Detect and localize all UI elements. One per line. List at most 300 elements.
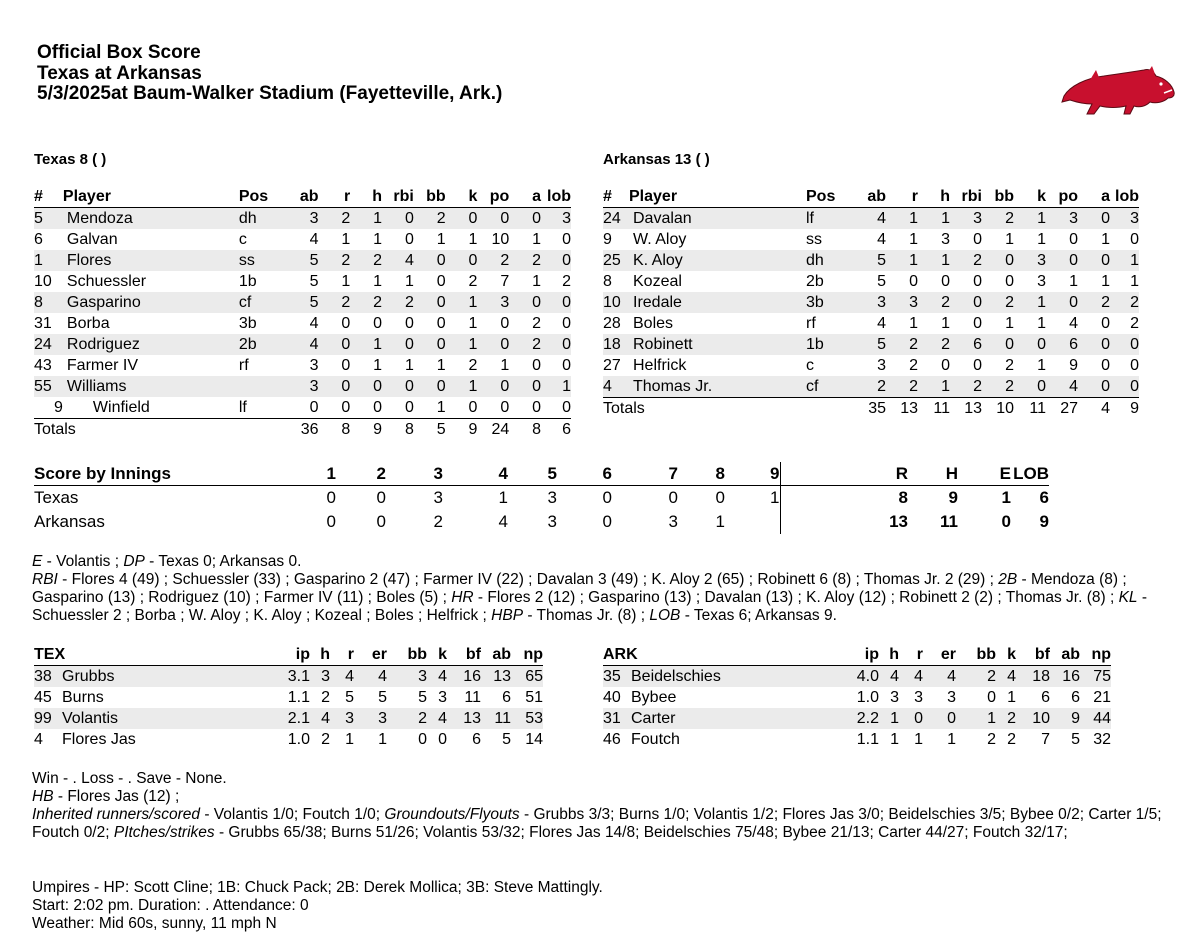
batting-cell-k: 0 xyxy=(1014,376,1046,398)
totals-cell-bb: 10 xyxy=(982,398,1014,420)
batting-cell-lob: 1 xyxy=(1110,250,1139,271)
column-header-bf: bf xyxy=(447,645,481,666)
line-score-team: Texas xyxy=(34,488,79,507)
batting-cell-num: 9 xyxy=(603,231,612,248)
batting-cell-pos: cf xyxy=(239,292,279,313)
total-header-r: R xyxy=(854,462,908,486)
batting-cell-pos: lf xyxy=(239,397,279,419)
batting-cell-num: 27 xyxy=(603,357,621,374)
total-h: 11 xyxy=(940,512,958,531)
batting-cell-num: 18 xyxy=(603,334,629,355)
pitching-cell-r: 4 xyxy=(330,666,354,688)
batting-cell-name: Winfield xyxy=(63,397,239,419)
batting-cell-po: 10 xyxy=(491,231,510,248)
total-r: 8 xyxy=(898,488,908,507)
batting-cell-r: 1 xyxy=(909,231,918,248)
pitching-cell-ip: 4.0 xyxy=(813,666,879,688)
column-header-h: h xyxy=(879,645,899,666)
batting-cell-po: 6 xyxy=(1046,334,1078,355)
batting-cell-name: Farmer IV xyxy=(66,357,139,374)
batting-cell-name: Robinett xyxy=(629,334,806,355)
pitching-cell-h: 2 xyxy=(321,689,330,706)
total-lob: 9 xyxy=(1039,512,1049,531)
batting-cell-lob: 1 xyxy=(541,376,571,397)
pitching-cell-np: 14 xyxy=(525,731,543,748)
pitching-cell-r: 1 xyxy=(914,731,923,748)
column-header-h: h xyxy=(918,187,950,208)
batting-cell-po: 0 xyxy=(1046,250,1078,271)
pitcher-number: 46 xyxy=(603,731,621,748)
inning-runs: 1 xyxy=(498,488,508,507)
batting-cell-ab: 5 xyxy=(846,334,886,355)
batting-cell-num: 1 xyxy=(34,250,63,271)
batting-cell-a: 0 xyxy=(1078,376,1110,398)
column-header-r: r xyxy=(886,187,918,208)
table-row xyxy=(34,313,571,334)
pitching-cell-k: 2 xyxy=(996,708,1016,729)
table-row xyxy=(603,376,1139,398)
batting-cell-k: 1 xyxy=(1014,208,1046,230)
line-score-divider xyxy=(780,462,854,486)
batting-cell-pos: 1b xyxy=(806,334,846,355)
batting-cell-po: 4 xyxy=(1069,315,1078,332)
batting-cell-k: 0 xyxy=(446,397,478,419)
batting-cell-k: 1 xyxy=(468,231,478,248)
batting-cell-pos: rf xyxy=(238,357,249,374)
batting-cell-a: 0 xyxy=(509,397,541,419)
batting-cell-bb: 0 xyxy=(1005,273,1014,290)
batting-cell-po: 3 xyxy=(477,292,509,313)
table-row xyxy=(34,271,571,292)
batting-cell-lob: 0 xyxy=(1130,357,1139,374)
batting-cell-k: 2 xyxy=(468,357,478,374)
batting-cell-pos: lf xyxy=(806,208,846,230)
column-header-bb: bb xyxy=(956,645,996,666)
table-row xyxy=(603,292,1139,313)
pitching-cell-ab: 6 xyxy=(1071,689,1080,706)
pitching-team-label: TEX xyxy=(34,645,244,666)
pitching-cell-np: 75 xyxy=(1080,666,1111,688)
totals-cell-lob: 6 xyxy=(541,419,571,441)
inning-runs: 2 xyxy=(433,512,443,531)
batting-cell-k: 1 xyxy=(446,334,478,355)
pitching-cell-h: 4 xyxy=(310,708,330,729)
pitching-cell-h: 1 xyxy=(879,708,899,729)
pitching-cell-ab: 9 xyxy=(1050,708,1080,729)
pitching-cell-np: 53 xyxy=(511,708,543,729)
pitching-detail-note: Inherited runners/scored - Volantis 1/0; Foutch 1/0; Groundouts/Flyouts - Grubbs 3/3; Burns 1/0; Volantis 1/2; Flores Jas 3/0; Beidelschies 3/5; Bybee 0/2; Carter 1/5; Foutch 0/2; PItches/strikes - Grubbs 65/38; Burns 51/26; Volantis 53/32; Flores Jas 14/8; Beidelschies 75/48; Bybee 21/13; Carter 44/27; Foutch 32/17; xyxy=(32,806,1162,841)
batting-cell-ab: 4 xyxy=(846,208,886,230)
batting-cell-r: 2 xyxy=(319,292,351,313)
totals-label: Totals xyxy=(34,419,279,441)
table-row xyxy=(34,687,543,708)
totals-cell-rbi: 13 xyxy=(950,398,982,420)
batting-cell-num: 25 xyxy=(603,250,629,271)
batting-cell-bb: 1 xyxy=(414,397,446,419)
batting-cell-lob: 0 xyxy=(541,397,571,419)
pitcher-number: 38 xyxy=(34,666,62,688)
batting-cell-lob: 0 xyxy=(1130,231,1139,248)
inning-runs: 0 xyxy=(376,512,386,531)
pitcher-name: Beidelschies xyxy=(631,666,813,688)
pitching-cell-bb: 2 xyxy=(956,666,996,688)
batting-cell-rbi: 0 xyxy=(973,315,982,332)
batting-cell-a: 0 xyxy=(509,292,541,313)
e-label: E xyxy=(32,553,43,570)
pitching-cell-bb: 0 xyxy=(987,689,996,706)
table-row xyxy=(603,208,1139,230)
batting-cell-k: 1 xyxy=(446,292,478,313)
batting-cell-po: 3 xyxy=(1046,208,1078,230)
batting-cell-lob: 1 xyxy=(1130,273,1139,290)
pitching-cell-er: 4 xyxy=(923,666,956,688)
pitcher-name: Bybee xyxy=(631,689,677,706)
inning-runs: 0 xyxy=(376,488,386,507)
batting-cell-name: Williams xyxy=(63,376,239,397)
batting-cell-lob: 0 xyxy=(562,315,571,332)
batting-cell-po: 0 xyxy=(477,334,509,355)
batting-cell-num: 4 xyxy=(603,376,629,398)
column-header-ip: ip xyxy=(244,645,310,666)
pitching-cell-bf: 13 xyxy=(447,708,481,729)
batting-cell-name: Galvan xyxy=(66,231,118,248)
batting-cell-r: 2 xyxy=(886,376,918,398)
pitching-cell-h: 1 xyxy=(890,731,899,748)
inning-runs: 1 xyxy=(715,512,725,531)
totals-cell-k: 9 xyxy=(446,419,478,441)
column-header-a: a xyxy=(1078,187,1110,208)
batting-cell-po: 0 xyxy=(477,397,509,419)
batting-cell-pos: 3b xyxy=(238,315,257,332)
batting-cell-r: 1 xyxy=(886,208,918,230)
column-header-rbi: rbi xyxy=(382,187,414,208)
total-lob: 6 xyxy=(1039,488,1049,507)
batting-cell-r: 0 xyxy=(341,315,351,332)
batting-cell-bb: 2 xyxy=(982,292,1014,313)
batting-cell-h: 1 xyxy=(373,357,382,374)
score-by-innings-table xyxy=(34,462,1049,534)
batting-cell-num: 10 xyxy=(34,273,52,290)
batting-cell-pos: ss xyxy=(806,231,822,248)
batting-cell-bb: 0 xyxy=(414,334,446,355)
pitching-cell-k: 4 xyxy=(427,708,447,729)
batting-cell-lob: 2 xyxy=(1130,315,1139,332)
batting-cell-rbi: 0 xyxy=(382,397,414,419)
batting-cell-po: 4 xyxy=(1046,376,1078,398)
pitching-cell-ab: 13 xyxy=(481,666,511,688)
pitching-cell-ip: 2.1 xyxy=(244,708,310,729)
pitching-cell-np: 44 xyxy=(1080,708,1111,729)
inning-header: 3 xyxy=(386,462,443,486)
batting-cell-h: 1 xyxy=(918,376,950,398)
batting-cell-pos: c xyxy=(238,231,247,248)
inning-header: 2 xyxy=(336,462,386,486)
column-header-ip: ip xyxy=(813,645,879,666)
batting-cell-pos: c xyxy=(806,357,814,374)
batting-cell-h: 0 xyxy=(941,357,950,374)
pitching-cell-er: 3 xyxy=(354,708,387,729)
batting-cell-lob: 0 xyxy=(541,250,571,271)
batting-cell-a: 2 xyxy=(509,250,541,271)
batting-cell-pos: 3b xyxy=(806,292,846,313)
batting-cell-ab: 4 xyxy=(309,231,319,248)
batting-cell-bb: 2 xyxy=(1005,357,1014,374)
batting-cell-name: Thomas Jr. xyxy=(629,376,806,398)
batting-cell-rbi: 3 xyxy=(950,208,982,230)
inning-runs: 0 xyxy=(602,488,612,507)
batting-cell-ab: 5 xyxy=(279,292,319,313)
column-header-r: r xyxy=(899,645,923,666)
pitching-cell-ip: 1.0 xyxy=(287,731,310,748)
batting-header-row xyxy=(34,187,571,208)
batting-cell-num: 24 xyxy=(34,334,63,355)
totals-cell-lob: 9 xyxy=(1110,398,1139,420)
batting-cell-h: 0 xyxy=(373,315,382,332)
pitching-cell-bb: 5 xyxy=(418,689,427,706)
batting-cell-ab: 3 xyxy=(279,208,319,230)
inning-runs: 0 xyxy=(602,512,612,531)
column-header-bb: bb xyxy=(414,187,446,208)
pitcher-number: 45 xyxy=(34,689,52,706)
batting-cell-rbi: 2 xyxy=(950,376,982,398)
pitching-cell-h: 2 xyxy=(321,731,330,748)
pitcher-name: Flores Jas xyxy=(62,731,136,748)
batting-cell-name: Mendoza xyxy=(63,208,239,230)
batting-cell-lob: 2 xyxy=(562,273,571,290)
home-batting-table xyxy=(603,187,1139,419)
batting-cell-k: 0 xyxy=(446,250,478,271)
batting-cell-bb: 1 xyxy=(436,357,446,374)
batting-cell-pos: 2b xyxy=(239,334,279,355)
pitcher-number: 31 xyxy=(603,708,631,729)
batting-cell-rbi: 2 xyxy=(382,292,414,313)
batting-cell-ab: 4 xyxy=(279,334,319,355)
date-venue: 5/3/2025at Baum-Walker Stadium (Fayetteville, Ark.) xyxy=(37,83,503,104)
totals-cell-h: 11 xyxy=(918,398,950,420)
batting-cell-a: 2 xyxy=(1078,292,1110,313)
batting-cell-lob: 3 xyxy=(1110,208,1139,230)
inning-header: 5 xyxy=(508,462,557,486)
pitching-header-row xyxy=(603,645,1111,666)
batting-cell-k: 0 xyxy=(1014,334,1046,355)
totals-cell-r: 13 xyxy=(886,398,918,420)
pitching-cell-r: 3 xyxy=(914,689,923,706)
batting-cell-a: 2 xyxy=(532,315,541,332)
batting-cell-pos: ss xyxy=(239,250,279,271)
pitching-cell-k: 4 xyxy=(427,666,447,688)
table-row xyxy=(34,666,543,688)
batting-cell-r: 1 xyxy=(341,273,351,290)
batting-cell-name: Flores xyxy=(63,250,239,271)
batting-cell-h: 0 xyxy=(350,376,382,397)
inning-runs xyxy=(725,510,780,534)
column-header-ab: ab xyxy=(279,187,319,208)
away-team-title: Texas 8 ( ) xyxy=(34,151,107,168)
pitching-cell-k: 2 xyxy=(1007,731,1016,748)
totals-cell-rbi: 8 xyxy=(382,419,414,441)
inning-runs: 0 xyxy=(668,488,678,507)
batting-cell-num: 9 xyxy=(34,397,63,419)
column-header-bb: bb xyxy=(982,187,1014,208)
table-row xyxy=(34,334,571,355)
batting-cell-rbi: 0 xyxy=(382,334,414,355)
pitching-cell-bf: 6 xyxy=(472,731,481,748)
column-header-np: np xyxy=(1080,645,1111,666)
batting-cell-a: 0 xyxy=(1078,208,1110,230)
batting-cell-h: 1 xyxy=(350,334,382,355)
pitcher-name: Foutch xyxy=(631,731,680,748)
batting-cell-h: 1 xyxy=(373,273,382,290)
batting-cell-r: 2 xyxy=(319,250,351,271)
pitching-cell-ab: 11 xyxy=(481,708,511,729)
batting-cell-r: 2 xyxy=(886,334,918,355)
column-header-rbi: rbi xyxy=(950,187,982,208)
pitching-cell-np: 65 xyxy=(511,666,543,688)
batting-cell-r: 1 xyxy=(886,250,918,271)
batting-cell-rbi: 2 xyxy=(950,250,982,271)
table-row xyxy=(34,292,571,313)
batting-cell-po: 2 xyxy=(477,250,509,271)
totals-cell-bb: 5 xyxy=(414,419,446,441)
pitching-cell-ip: 1.1 xyxy=(856,731,879,748)
inning-runs: 4 xyxy=(498,512,508,531)
pitching-cell-r: 1 xyxy=(345,731,354,748)
batting-cell-k: 1 xyxy=(446,376,478,397)
totals-cell-h: 9 xyxy=(350,419,382,441)
pitching-cell-ab: 5 xyxy=(1071,731,1080,748)
batting-cell-bb: 2 xyxy=(982,376,1014,398)
column-header-a: a xyxy=(509,187,541,208)
table-row xyxy=(34,229,571,250)
column-header-k: k xyxy=(1014,187,1046,208)
total-e: 1 xyxy=(1001,488,1011,507)
batting-cell-rbi: 0 xyxy=(950,292,982,313)
razorback-hog-logo-icon xyxy=(1060,66,1176,118)
batting-cell-bb: 2 xyxy=(982,208,1014,230)
batting-cell-po: 1 xyxy=(500,357,510,374)
column-header-np: np xyxy=(511,645,543,666)
pitching-cell-ab: 16 xyxy=(1050,666,1080,688)
batting-cell-num: 5 xyxy=(34,208,63,230)
column-header-name: Player xyxy=(629,187,806,208)
pitching-team-label: ARK xyxy=(603,645,813,666)
batting-cell-a: 2 xyxy=(509,334,541,355)
pitcher-name: Volantis xyxy=(62,708,244,729)
pitching-cell-er: 3 xyxy=(947,689,956,706)
batting-cell-a: 1 xyxy=(532,231,541,248)
errors-dp-note: E - Volantis ; DP - Texas 0; Arkansas 0. xyxy=(32,553,302,570)
column-header-pos: Pos xyxy=(239,187,279,208)
batting-cell-ab: 5 xyxy=(877,273,886,290)
batting-notes: RBI - Flores 4 (49) ; Schuessler (33) ; Gasparino 2 (47) ; Farmer IV (22) ; Davalan 3 (49) ; K. Aloy 2 (65) ; Robinett 6 (8) ; Thomas Jr. 2 (29) ; 2B - Mendoza (8) ; Gasparino (13) ; Rodriguez (10) ; Farmer IV (11) ; Boles (5) ; HR - Flores 2 (12) ; Gasparino (13) ; Davalan (13) ; K. Aloy (12) ; Robinett 2 (2) ; Thomas Jr. (8) ; KL - Schuessler 2 ; Borba ; W. Aloy ; K. Aloy ; Kozeal ; Boles ; Helfrick ; HBP - Thomas Jr. (8) ; LOB - Texas 6; Arkansas 9. xyxy=(32,571,1147,624)
batting-cell-r: 0 xyxy=(341,357,351,374)
line-score-header-row xyxy=(34,462,1049,486)
inning-runs: 3 xyxy=(547,488,557,507)
batting-cell-k: 1 xyxy=(1037,357,1046,374)
table-row xyxy=(34,397,571,419)
batting-cell-rbi: 0 xyxy=(973,231,982,248)
game-notes xyxy=(32,553,1172,625)
totals-cell-ab: 36 xyxy=(279,419,319,441)
batting-cell-k: 0 xyxy=(446,208,478,230)
pitcher-name: Carter xyxy=(631,708,813,729)
column-header-po: po xyxy=(1046,187,1078,208)
inning-header: 8 xyxy=(678,462,725,486)
pitching-cell-k: 0 xyxy=(438,731,447,748)
pitching-cell-k: 4 xyxy=(996,666,1016,688)
table-row xyxy=(34,708,543,729)
pitching-notes xyxy=(32,770,1172,842)
pitching-cell-bf: 7 xyxy=(1041,731,1050,748)
totals-cell-po: 27 xyxy=(1046,398,1078,420)
pitching-cell-ip: 3.1 xyxy=(244,666,310,688)
table-row xyxy=(603,271,1139,292)
pitching-cell-h: 4 xyxy=(879,666,899,688)
batting-cell-lob: 0 xyxy=(541,334,571,355)
batting-cell-h: 2 xyxy=(350,292,382,313)
pitching-cell-er: 1 xyxy=(947,731,956,748)
batting-cell-h: 1 xyxy=(918,250,950,271)
total-h: 9 xyxy=(948,488,958,507)
line-score-divider xyxy=(780,486,854,511)
batting-cell-name: Kozeal xyxy=(633,273,682,290)
total-r: 13 xyxy=(889,512,908,531)
batting-cell-lob: 0 xyxy=(1110,334,1139,355)
batting-cell-ab: 5 xyxy=(279,250,319,271)
pitching-cell-er: 0 xyxy=(923,708,956,729)
batting-cell-rbi: 0 xyxy=(382,376,414,397)
column-header-lob: lob xyxy=(1110,187,1139,208)
batting-cell-a: 1 xyxy=(532,273,541,290)
batting-cell-h: 2 xyxy=(918,334,950,355)
column-header-k: k xyxy=(446,187,478,208)
batting-cell-po: 0 xyxy=(1046,292,1078,313)
batting-cell-bb: 1 xyxy=(1005,315,1014,332)
batting-cell-a: 0 xyxy=(1078,334,1110,355)
batting-cell-num: 10 xyxy=(603,292,629,313)
batting-cell-a: 0 xyxy=(1101,315,1110,332)
pitching-cell-ab: 6 xyxy=(502,689,511,706)
pitcher-number: 35 xyxy=(603,666,631,688)
batting-cell-num: 6 xyxy=(34,231,43,248)
batting-cell-name: K. Aloy xyxy=(629,250,806,271)
pitcher-number: 40 xyxy=(603,689,621,706)
totals-cell-a: 8 xyxy=(509,419,541,441)
pitching-cell-bb: 1 xyxy=(956,708,996,729)
batting-cell-ab: 3 xyxy=(877,357,886,374)
pitching-cell-ip: 2.2 xyxy=(813,708,879,729)
batting-cell-r: 0 xyxy=(319,376,351,397)
pitching-cell-bf: 16 xyxy=(447,666,481,688)
batting-cell-lob: 0 xyxy=(541,292,571,313)
batting-cell-h: 0 xyxy=(941,273,950,290)
batting-cell-ab: 3 xyxy=(279,376,319,397)
batting-cell-bb: 0 xyxy=(982,334,1014,355)
inning-header: 7 xyxy=(612,462,678,486)
pitching-cell-np: 21 xyxy=(1093,689,1111,706)
column-header-h: h xyxy=(310,645,330,666)
inning-runs: 0 xyxy=(715,488,725,507)
start-attendance-note: Start: 2:02 pm. Duration: . Attendance: 0 xyxy=(32,897,309,914)
pitching-cell-er: 4 xyxy=(354,666,387,688)
batting-cell-rbi: 0 xyxy=(404,231,414,248)
table-row xyxy=(603,355,1139,376)
column-header-bb: bb xyxy=(387,645,427,666)
home-team-title: Arkansas 13 ( ) xyxy=(603,151,710,168)
batting-cell-r: 2 xyxy=(319,208,351,230)
batting-cell-name: Iredale xyxy=(629,292,806,313)
column-header-num: # xyxy=(603,187,629,208)
